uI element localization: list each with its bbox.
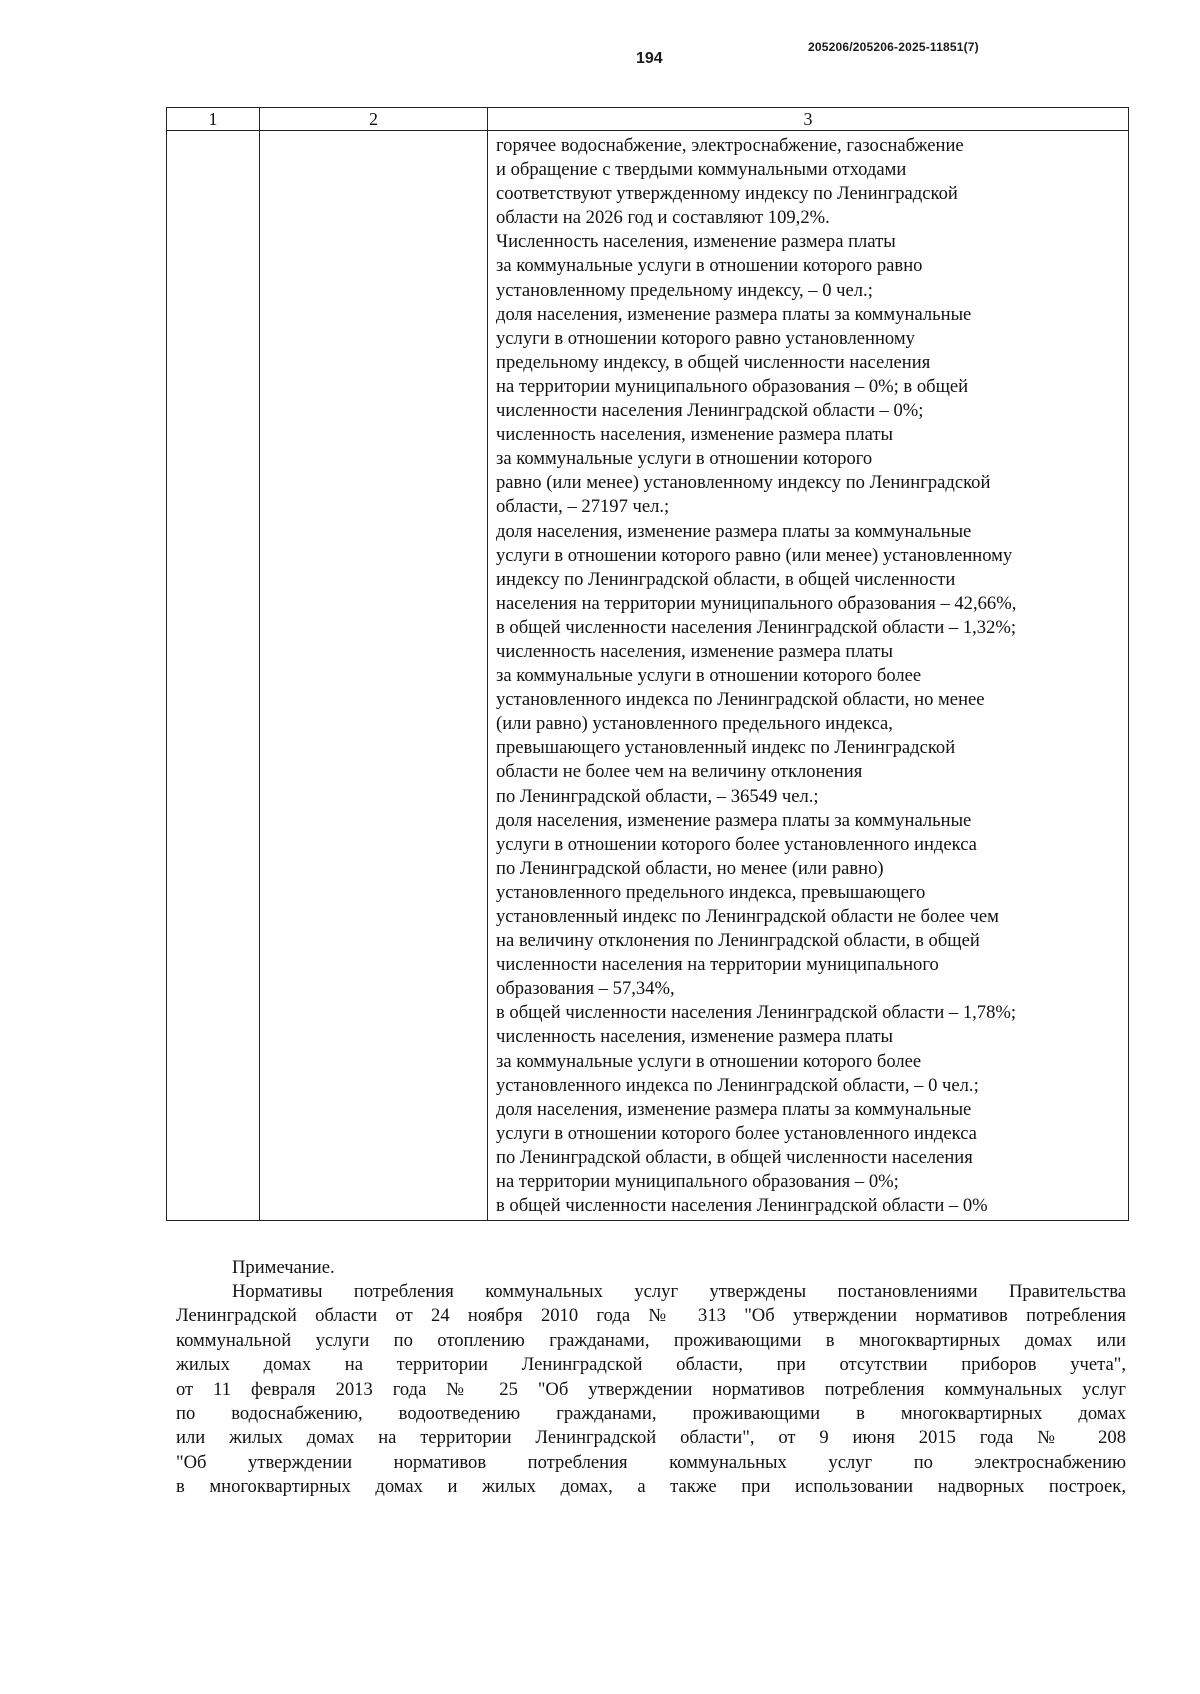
table-text-line: за коммунальные услуги в отношении которого равно: [496, 255, 923, 277]
table-text-line: равно (или менее) установленному индексу по Ленинградской: [496, 472, 991, 494]
note-text-line: по водоснабжению, водоотведению гражданами, проживающими в многоквартирных домах: [176, 1403, 1126, 1425]
cell-col-1: [167, 131, 260, 1221]
table-text-line: установленный индекс по Ленинградской области не более чем: [496, 906, 999, 927]
note-title: Примечание.: [232, 1257, 335, 1278]
table-text-line: населения на территории муниципального образования – 42,66%,: [496, 592, 1017, 614]
table-text-line: в общей численности населения Ленинградской области – 1,78%;: [496, 1002, 1017, 1024]
note-text-line: коммунальной услуги по отоплению гражданами, проживающими в многоквартирных домах или: [176, 1329, 1126, 1351]
table-text-line: по Ленинградской области, – 36549 чел.;: [496, 785, 819, 807]
table-text-line: области не более чем на величину отклонения: [496, 761, 863, 783]
table-text-line: доля населения, изменение размера платы за коммунальные: [496, 520, 972, 542]
table-text-line: области, – 27197 чел.;: [496, 496, 670, 518]
note-text-line: в многоквартирных домах и жилых домах, а также при использовании надворных построек,: [176, 1476, 1126, 1498]
cell-col-2: [260, 131, 488, 1221]
cell-col-3: [488, 131, 1129, 1221]
table-text-line: в общей численности населения Ленинградской области – 1,32%;: [496, 616, 1017, 638]
table-text-line: установленного индекса по Ленинградской области, но менее: [496, 689, 985, 711]
table-text-line: образования – 57,34%,: [496, 978, 675, 1000]
table: [166, 107, 1129, 1221]
table-text-line: доля населения, изменение размера платы за коммунальные: [496, 1098, 972, 1120]
table-text-line: за коммунальные услуги в отношении которого: [496, 448, 873, 470]
column-header-1: 1: [167, 108, 260, 131]
table-text-line: численность населения, изменение размера платы: [496, 640, 893, 662]
table-text-line: (или равно) установленного предельного индекса,: [496, 713, 893, 735]
note-text-line: жилых домах на территории Ленинградской области, при отсутствии приборов учета",: [176, 1354, 1126, 1376]
table-text-line: численность населения, изменение размера платы: [496, 1026, 893, 1048]
note-body: [176, 1280, 1126, 1500]
table-text-line: на территории муниципального образования – 0%;: [496, 1171, 899, 1193]
note-text-line: "Об утверждении нормативов потребления коммунальных услуг по электроснабжению: [176, 1451, 1126, 1473]
table-text-line: численность населения, изменение размера платы: [496, 424, 893, 446]
note-text-line: от 11 февраля 2013 года № 25 "Об утверждении нормативов потребления коммунальных услуг: [176, 1378, 1126, 1400]
cell-col-3-text: [488, 131, 1128, 1220]
table-text-line: в общей численности населения Ленинградской области – 0%: [496, 1195, 988, 1217]
table-text-line: по Ленинградской области, но менее (или равно): [496, 857, 884, 879]
table-text-line: соответствуют утвержденному индексу по Ленинградской: [496, 183, 958, 205]
column-header-3: 3: [488, 108, 1129, 131]
table-text-line: установленному предельному индексу, – 0 чел.;: [496, 279, 873, 301]
table-text-line: индексу по Ленинградской области, в общей численности: [496, 568, 956, 590]
document-code: 205206/205206-2025-11851(7): [808, 40, 979, 54]
note-section: [176, 1256, 1126, 1500]
table-text-line: по Ленинградской области, в общей численности населения: [496, 1146, 973, 1168]
note-text-line: Нормативы потребления коммунальных услуг утверждены постановлениями Правительства: [232, 1281, 1126, 1302]
table-text-line: услуги в отношении которого более установленного индекса: [496, 833, 977, 855]
table-text-line: предельному индексу, в общей численности населения: [496, 351, 931, 373]
note-text-line: или жилых домах на территории Ленинградской области", от 9 июня 2015 года № 208: [176, 1427, 1126, 1449]
table-text-line: на территории муниципального образования – 0%; в общей: [496, 375, 969, 397]
data-table: [166, 107, 1128, 1221]
table-text-line: услуги в отношении которого равно установленному: [496, 327, 915, 349]
table-text-line: Численность населения, изменение размера платы: [496, 231, 896, 253]
table-text-line: горячее водоснабжение, электроснабжение, газоснабжение: [496, 135, 964, 156]
table-text-line: установленного предельного индекса, превышающего: [496, 881, 926, 903]
table-text-line: на величину отклонения по Ленинградской области, в общей: [496, 930, 980, 952]
page-number: 194: [636, 50, 663, 67]
table-text-line: области на 2026 год и составляют 109,2%.: [496, 207, 830, 229]
table-text-line: численности населения Ленинградской области – 0%;: [496, 400, 924, 422]
table-text-line: превышающего установленный индекс по Ленинградской: [496, 737, 956, 759]
table-text-line: установленного индекса по Ленинградской области, – 0 чел.;: [496, 1074, 979, 1096]
table-text-line: услуги в отношении которого более установленного индекса: [496, 1122, 977, 1144]
column-header-2: 2: [260, 108, 488, 131]
table-text-line: доля населения, изменение размера платы за коммунальные: [496, 303, 972, 325]
table-text-line: и обращение с твердыми коммунальными отходами: [496, 159, 907, 181]
table-text-line: доля населения, изменение размера платы за коммунальные: [496, 809, 972, 831]
table-header-row: [167, 108, 1129, 131]
note-text-line: Ленинградской области от 24 ноября 2010 года № 313 "Об утверждении нормативов потребления: [176, 1305, 1126, 1327]
table-text-line: за коммунальные услуги в отношении которого более: [496, 1050, 922, 1072]
table-text-line: за коммунальные услуги в отношении которого более: [496, 665, 922, 687]
table-row: [167, 131, 1129, 1221]
table-text-line: численности населения на территории муниципального: [496, 954, 939, 976]
table-text-line: услуги в отношении которого равно (или менее) установленному: [496, 544, 1013, 566]
